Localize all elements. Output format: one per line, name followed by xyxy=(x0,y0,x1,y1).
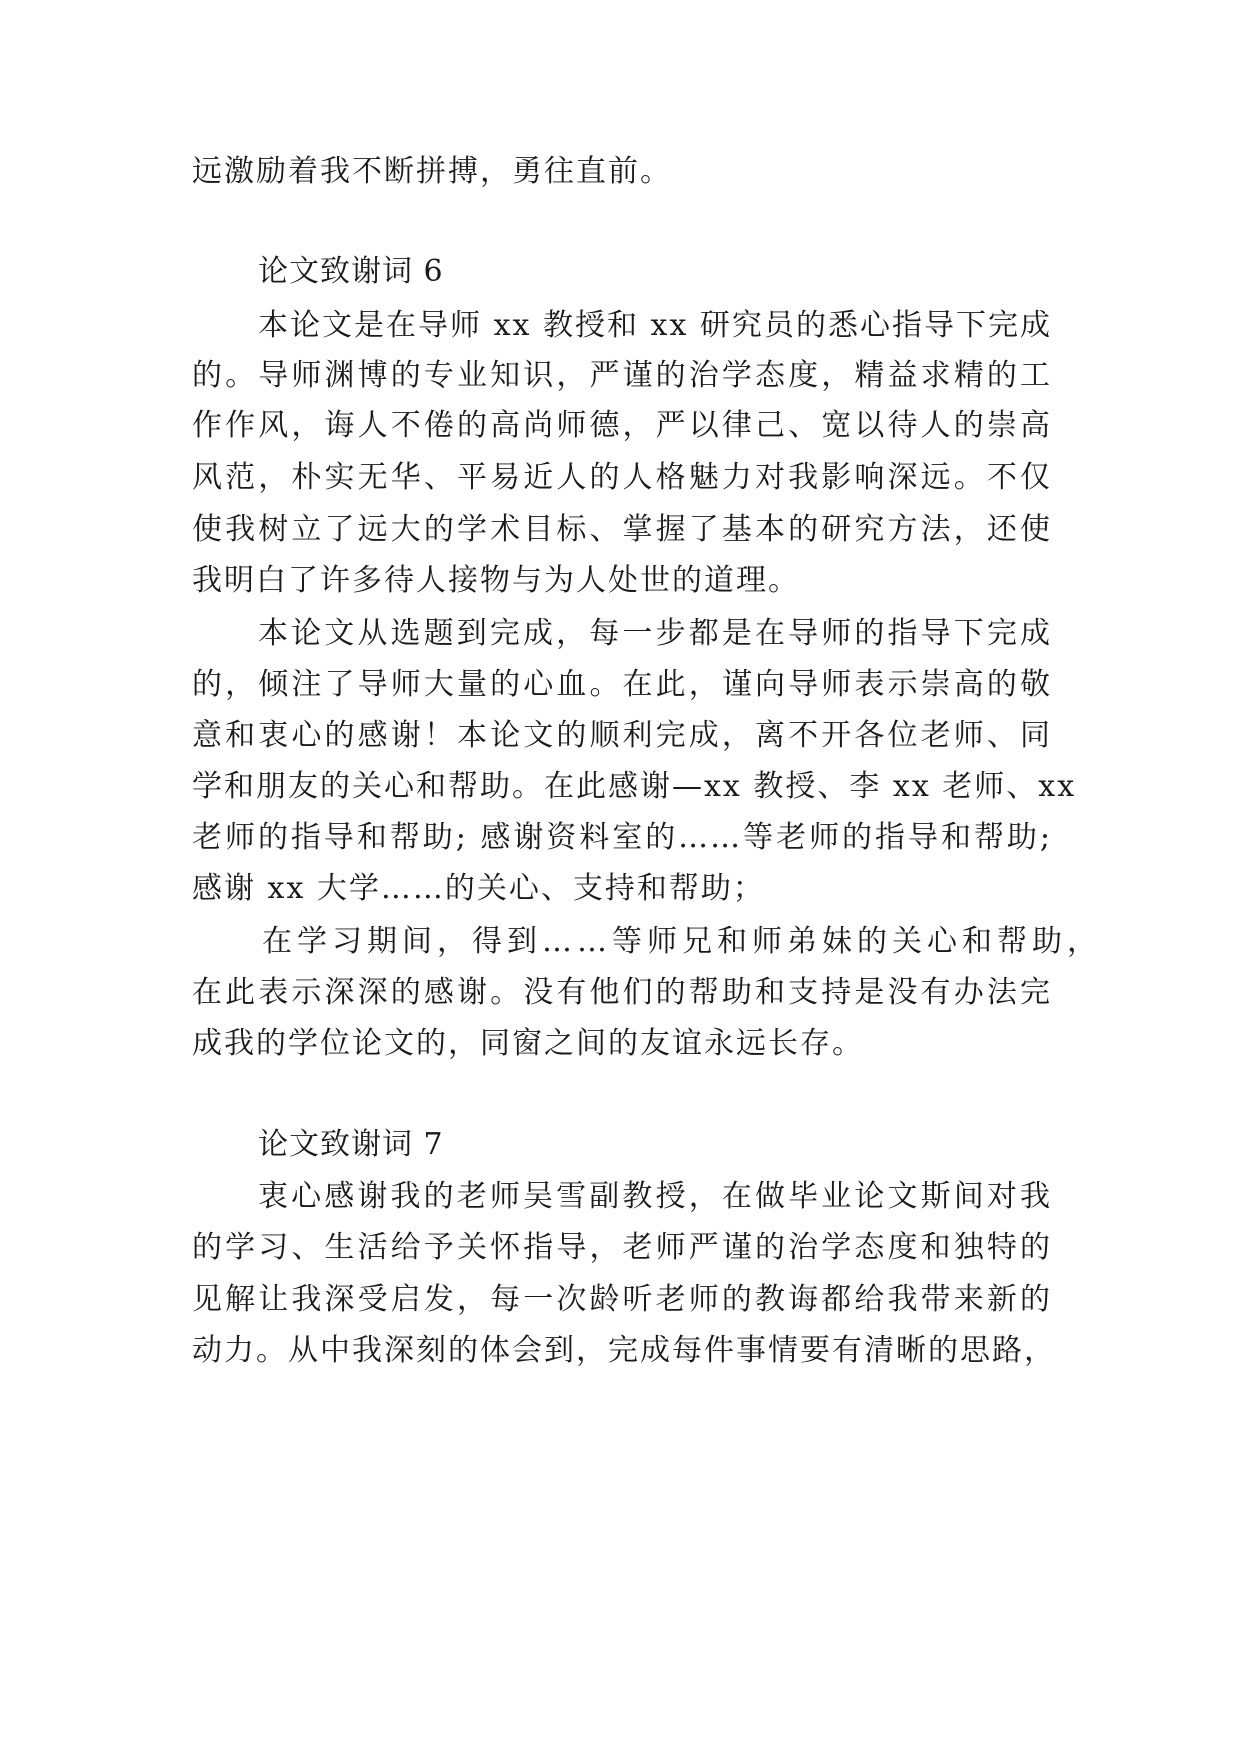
paragraph-line: 作作风，诲人不倦的高尚师德，严以律己、宽以待人的崇高 xyxy=(192,408,1052,443)
paragraph-line: 的，倾注了导师大量的心血。在此，谨向导师表示崇高的敬 xyxy=(192,667,1052,702)
paragraph-line: 见解让我深受启发，每一次龄听老师的教诲都给我带来新的 xyxy=(192,1282,1052,1317)
paragraph-line: 我明白了许多待人接物与为人处世的道理。 xyxy=(192,563,800,598)
paragraph-line: 感谢 xx 大学……的关心、支持和帮助； xyxy=(192,871,765,906)
paragraph-line: 在此表示深深的感谢。没有他们的帮助和支持是没有办法完 xyxy=(192,975,1052,1010)
paragraph-line: 学和朋友的关心和帮助。在此感谢—xx 教授、李 xx 老师、xx xyxy=(192,769,1077,804)
section-heading: 论文致谢词 6 xyxy=(258,254,444,289)
paragraph-line: 风范，朴实无华、平易近人的人格魅力对我影响深远。不仅 xyxy=(192,460,1052,495)
paragraph-line: 成我的学位论文的，同窗之间的友谊永远长存。 xyxy=(192,1026,864,1061)
paragraph-line: 本论文从选题到完成，每一步都是在导师的指导下完成 xyxy=(258,616,1052,651)
paragraph-line: 的学习、生活给予关怀指导，老师严谨的治学态度和独特的 xyxy=(192,1230,1052,1265)
paragraph-line: 动力。从中我深刻的体会到，完成每件事情要有清晰的思路， xyxy=(192,1333,1056,1368)
section-heading: 论文致谢词 7 xyxy=(258,1127,444,1162)
paragraph-line: 老师的指导和帮助; 感谢资料室的……等老师的指导和帮助; xyxy=(192,820,1052,855)
paragraph-line: 衷心感谢我的老师吴雪副教授，在做毕业论文斯间对我 xyxy=(258,1179,1052,1214)
paragraph-line: 远激励着我不断拼搏，勇往直前。 xyxy=(192,154,672,189)
paragraph-line: 在学习期间，得到……等师兄和师弟妹的关心和帮助， xyxy=(262,924,1102,959)
paragraph-line: 的。导师渊博的专业知识，严谨的治学态度，精益求精的工 xyxy=(192,358,1052,393)
paragraph-line: 使我树立了远大的学术目标、掌握了基本的研究方法，还使 xyxy=(192,512,1052,547)
paragraph-line: 意和衷心的感谢！本论文的顺利完成，离不开各位老师、同 xyxy=(192,718,1052,753)
paragraph-line: 本论文是在导师 xx 教授和 xx 研究员的悉心指导下完成 xyxy=(258,308,1052,343)
